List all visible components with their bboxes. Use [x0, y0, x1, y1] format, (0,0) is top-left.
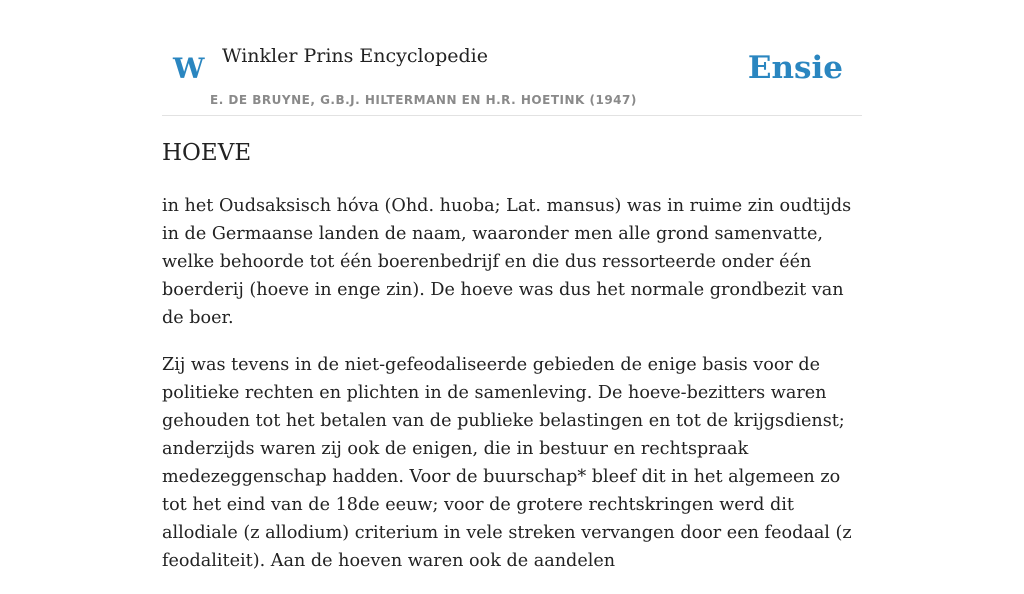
- book-title[interactable]: Winkler Prins Encyclopedie: [222, 45, 488, 67]
- ensie-logo[interactable]: Ensie: [747, 50, 843, 86]
- article-title: HOEVE: [162, 140, 252, 166]
- winkler-prins-logo[interactable]: W: [173, 52, 205, 85]
- article-paragraph: in het Oudsaksisch hóva (Ohd. huoba; Lat. mansus) was in ruime zin oudtijds in de Germaanse landen de naam, waaronder men alle grond samenvatte, welke behoorde tot één boerenbedrijf en die dus ressorteerde onder één boerderij (hoeve in enge zin). De hoeve was dus het normale grondbezit van de boer.: [162, 196, 852, 328]
- article-paragraph: Zij was tevens in de niet-gefeodaliseerde gebieden de enige basis voor de politieke rechten en plichten in de samenleving. De hoeve-bezitters waren gehouden tot het betalen van de publieke belastingen en tot de krijgsdienst; anderzijds waren zij ook de enigen, die in bestuur en rechtspraak medezeggenschap hadden. Voor de buurschap* bleef dit in het algemeen zo tot het eind van de 18de eeuw; voor de grotere rechtskringen werd dit allodiale (z allodium) criterium in vele streken vervangen door een feodaal (z feodaliteit). Aan de hoeven waren ook de aandelen: [162, 355, 852, 571]
- article-body: [162, 192, 862, 594]
- header-divider: [162, 115, 862, 116]
- authors-line: E. DE BRUYNE, G.B.J. HILTERMANN EN H.R. HOETINK (1947): [210, 93, 637, 107]
